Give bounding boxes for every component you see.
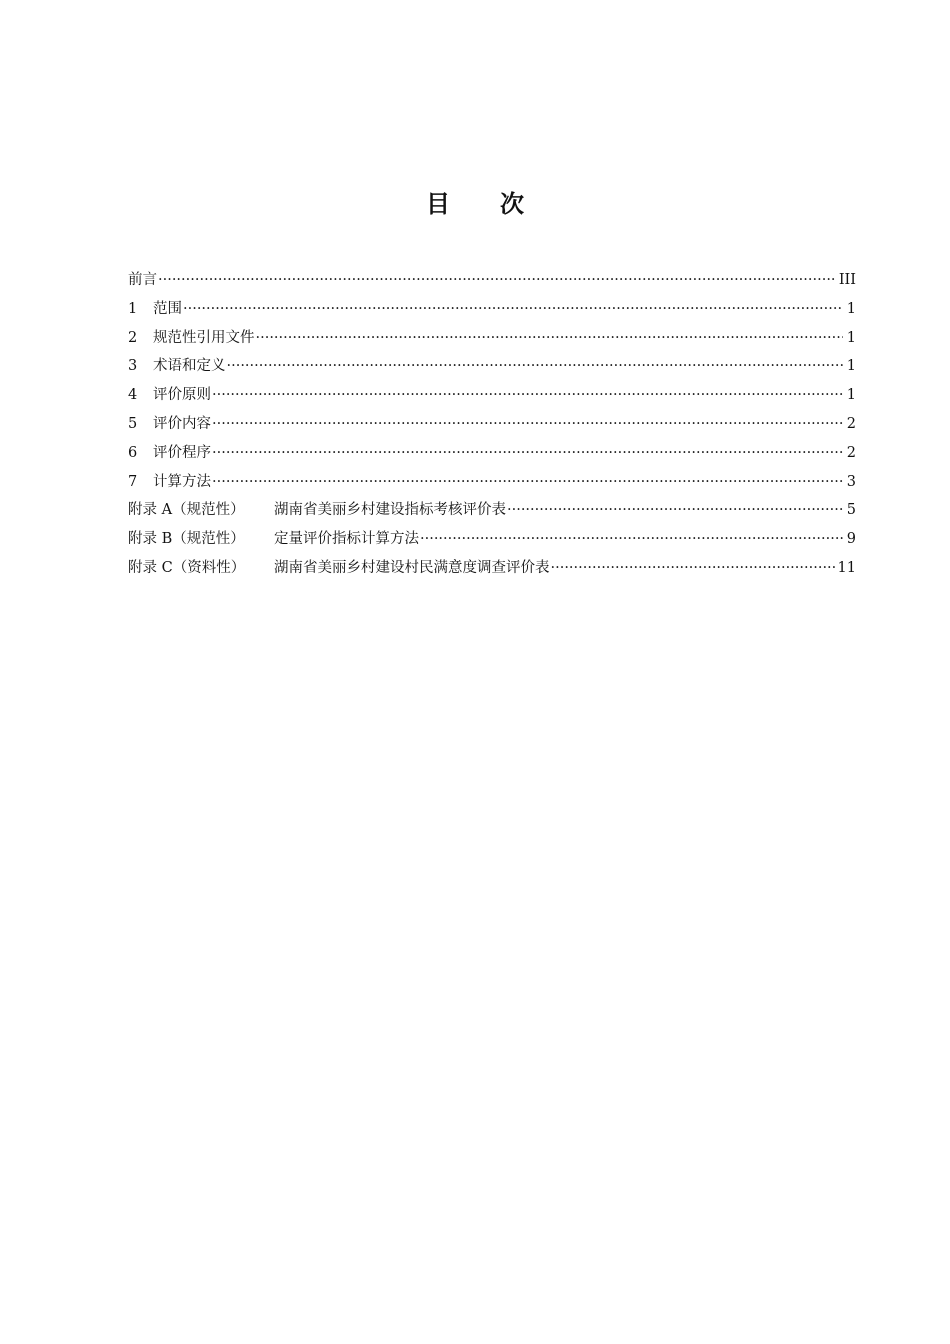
toc-leader-dots [212,439,843,468]
toc-entry-label: 定量评价指标计算方法 [274,531,419,548]
toc-entry-calculation-method[interactable] [128,468,856,497]
toc-entry-page: 9 [846,531,856,548]
page-title-left: 目 [426,190,450,218]
toc-entry-number: 5 [128,415,138,432]
toc-entry-label: 计算方法 [153,473,211,490]
toc-entry-appendix-prefix: 附录 B（规范性） [128,531,245,548]
toc-entry-terms-definitions[interactable] [128,352,856,381]
toc-entry-evaluation-principles[interactable] [128,381,856,410]
toc-entry-label: 评价内容 [153,415,211,432]
toc-entry-page: 1 [846,329,856,346]
toc-entry-number: 7 [128,473,138,490]
toc-entry-number: 1 [128,300,138,317]
toc-entry-label: 术语和定义 [153,358,226,375]
toc-entry-page: III [838,272,856,288]
toc-entry-evaluation-procedure[interactable] [128,439,856,468]
toc-entry-page: 1 [846,358,856,375]
toc-entry-label: 湖南省美丽乡村建设村民满意度调查评价表 [274,559,550,576]
toc-entry-label: 规范性引用文件 [153,329,255,346]
toc-entry-page: 2 [846,415,856,432]
toc-entry-evaluation-content[interactable] [128,410,856,439]
toc-entry-page: 1 [846,387,856,404]
toc-leader-dots [551,554,835,583]
toc-entry-label: 评价原则 [153,387,211,404]
toc-leader-dots [212,410,843,439]
toc-leader-dots [420,525,843,554]
toc-entry-label: 范围 [153,300,182,317]
toc-entry-label: 评价程序 [153,444,211,461]
toc-entry-page: 3 [846,473,856,490]
toc-leader-dots [212,468,843,497]
toc-entry-normative-references[interactable] [128,324,856,353]
toc-leader-dots [227,352,844,381]
toc-entry-label: 湖南省美丽乡村建设指标考核评价表 [274,502,506,519]
toc-leader-dots [158,266,836,295]
toc-entry-page: 5 [846,502,856,519]
toc-leader-dots [256,324,844,353]
toc-entry-page: 11 [837,559,856,576]
toc-leader-dots [212,381,843,410]
toc-entry-scope[interactable] [128,295,856,324]
toc-entry-number: 4 [128,387,138,404]
toc-entry-appendix-b[interactable] [128,525,856,554]
toc-entry-number: 6 [128,444,138,461]
toc-leader-dots [183,295,843,324]
page-title-right: 次 [500,190,524,218]
page-title [0,186,950,222]
toc-leader-dots [507,496,843,525]
toc-entry-number: 3 [128,358,138,375]
toc-entry-appendix-prefix: 附录 A（规范性） [128,502,245,519]
toc-entry-appendix-prefix: 附录 C（资料性） [128,559,246,576]
toc-entry-number: 2 [128,329,138,346]
toc-entry-appendix-a[interactable] [128,496,856,525]
table-of-contents [128,266,856,583]
toc-entry-page: 1 [846,300,856,317]
toc-entry-page: 2 [846,444,856,461]
toc-entry-label: 前言 [128,272,157,288]
toc-entry-foreword[interactable] [128,266,856,295]
toc-entry-appendix-c[interactable] [128,554,856,583]
